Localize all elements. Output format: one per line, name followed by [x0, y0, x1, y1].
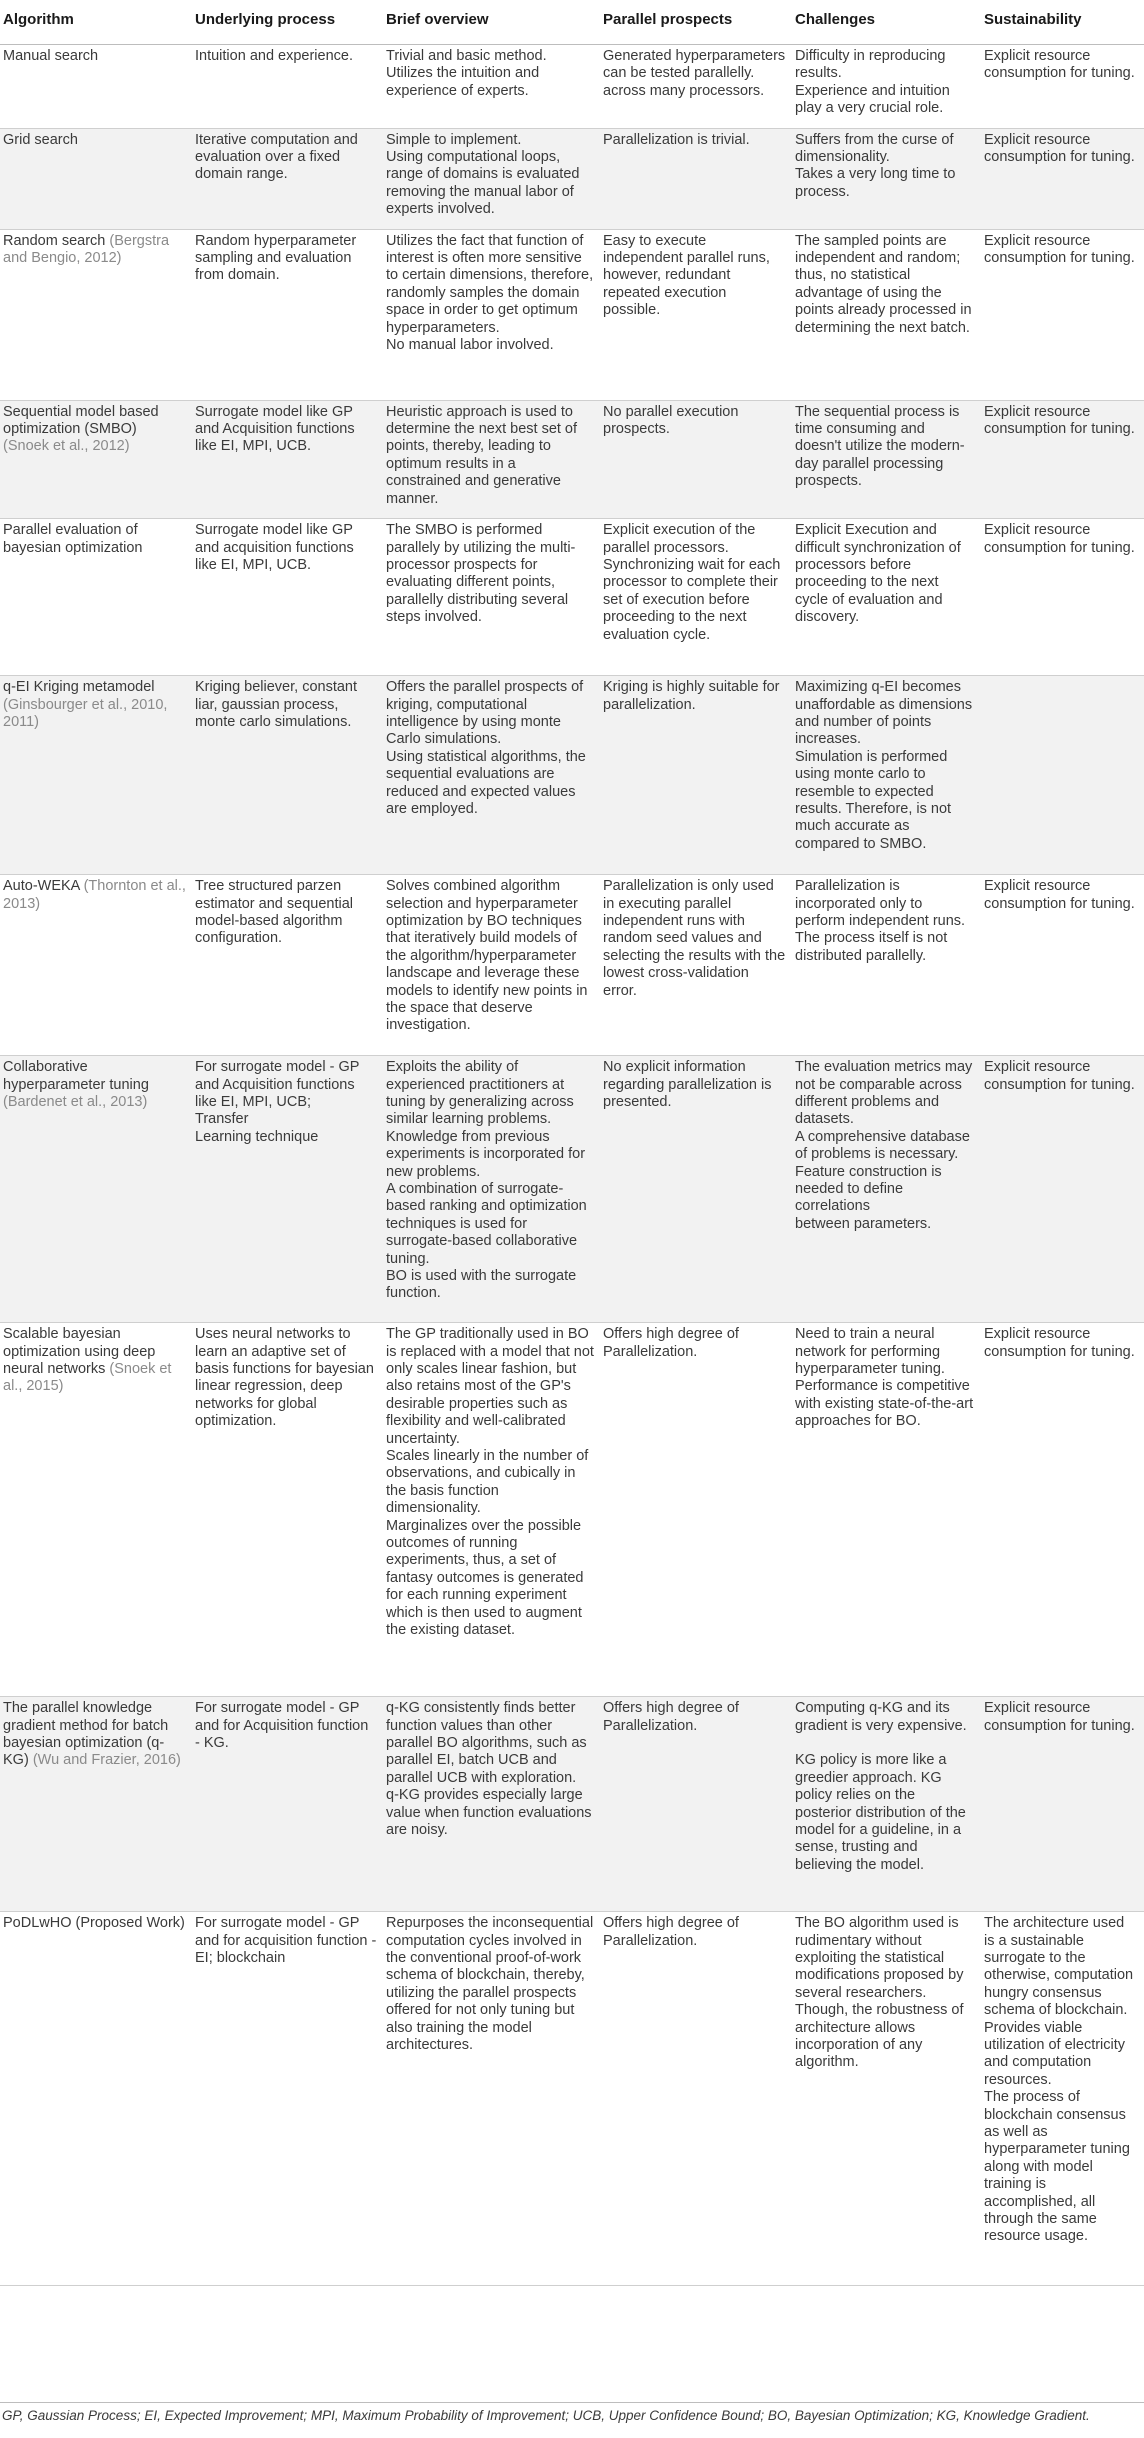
algorithm-name: The parallel knowledge gradient method for batch bayesian optimization (q-KG) — [3, 1700, 169, 1769]
cell-challenges: The evaluation metrics may not be comparable across different problems and datasets. A comprehensive database of problems is necessary. Feature construction is needed to define correlations between parameters. — [792, 1056, 981, 1323]
cell-parallel: Kriging is highly suitable for parallelization. — [600, 676, 792, 875]
cell-sustainability: Explicit resource consumption for tuning. — [981, 1697, 1144, 1912]
cell-challenges: The sampled points are independent and random; thus, no statistical advantage of using the points already processed in determining the next batch. — [792, 229, 981, 400]
citation: (Bardenet et al., 2013) — [3, 1093, 148, 1110]
cell-process: Kriging believer, constant liar, gaussian process, monte carlo simulations. — [192, 676, 383, 875]
table-row — [0, 1056, 1144, 1323]
cell-algorithm — [0, 1056, 192, 1323]
header-brief-overview: Brief overview — [383, 0, 600, 45]
cell-overview: Solves combined algorithm selection and hyperparameter optimization by BO techniques that iteratively build models of the algorithm/hyperparameter landscape and leverage these models to identify new points in the space that deserve investigation. — [383, 875, 600, 1056]
cell-process: For surrogate model - GP and for acquisition function - EI; blockchain — [192, 1912, 383, 2286]
citation: (Thornton et al., 2013) — [3, 878, 186, 912]
cell-algorithm — [0, 676, 192, 875]
table-row — [0, 400, 1144, 518]
table-row — [0, 676, 1144, 875]
table-footnote: GP, Gaussian Process; EI, Expected Improvement; MPI, Maximum Probability of Improvement; UCB, Upper Confidence Bound; BO, Bayesian Optimization; KG, Knowledge Gradient. — [2, 2408, 1090, 2423]
table-row — [0, 875, 1144, 1056]
cell-sustainability: Explicit resource consumption for tuning. — [981, 400, 1144, 518]
cell-sustainability: Explicit resource consumption for tuning. — [981, 229, 1144, 400]
citation: (Bergstra and Bengio, 2012) — [3, 232, 170, 267]
header-algorithm: Algorithm — [0, 0, 192, 45]
cell-parallel: Offers high degree of Parallelization. — [600, 1323, 792, 1697]
cell-process: Tree structured parzen estimator and sequential model-based algorithm configuration. — [192, 875, 383, 1056]
citation: (Wu and Frazier, 2016) — [32, 1752, 181, 1769]
cell-overview: Simple to implement. Using computational loops, range of domains is evaluated removing the manual labor of experts involved. — [383, 128, 600, 229]
cell-algorithm — [0, 229, 192, 400]
cell-sustainability: Explicit resource consumption for tuning. — [981, 45, 1144, 129]
header-parallel-prospects: Parallel prospects — [600, 0, 792, 45]
cell-process: Surrogate model like GP and Acquisition functions like EI, MPI, UCB. — [192, 400, 383, 518]
cell-sustainability: Explicit resource consumption for tuning. — [981, 128, 1144, 229]
cell-sustainability: Explicit resource consumption for tuning. — [981, 875, 1144, 1056]
cell-parallel: Parallelization is trivial. — [600, 128, 792, 229]
cell-process: Intuition and experience. — [192, 45, 383, 129]
cell-overview: Trivial and basic method. Utilizes the intuition and experience of experts. — [383, 45, 600, 129]
cell-overview: The GP traditionally used in BO is replaced with a model that not only scales linear fashion, but also retains most of the GP's desirable properties such as flexibility and well-calibrated uncertainty. Scales linearly in the number of observations, and cubically in the basis function dimensionality. Marginalizes over the possible outcomes of running experiments, thus, a set of fantasy outcomes is generated for each running experiment which is then used to augment the existing dataset. — [383, 1323, 600, 1697]
header-underlying-process: Underlying process — [192, 0, 383, 45]
citation: (Ginsbourger et al., 2010, 2011) — [3, 696, 168, 730]
cell-overview: Utilizes the fact that function of interest is often more sensitive to certain dimensions, therefore, randomly samples the domain space in order to get optimum hyperparameters. No manual labor involved. — [383, 229, 600, 400]
table-row — [0, 1697, 1144, 1912]
cell-algorithm — [0, 1697, 192, 1912]
cell-algorithm — [0, 519, 192, 676]
cell-challenges: Maximizing q-EI becomes unaffordable as dimensions and number of points increases. Simulation is performed using monte carlo to resemble to expected results. Therefore, is not much accurate as compared to SMBO. — [792, 676, 981, 875]
algorithm-name: PoDLwHO (Proposed Work) — [3, 1915, 185, 1932]
cell-algorithm — [0, 45, 192, 129]
table-row — [0, 45, 1144, 129]
cell-overview: Offers the parallel prospects of kriging, computational intelligence by using monte Carlo simulations. Using statistical algorithms, the sequential evaluations are reduced and expected values are employed. — [383, 676, 600, 875]
cell-sustainability: The architecture used is a sustainable surrogate to the otherwise, computation hungry consensus schema of blockchain. Provides viable utilization of electricity and computation resources. The process of blockchain consensus as well as hyperparameter tuning along with model training is accomplished, all through the same resource usage. — [981, 1912, 1144, 2286]
algorithm-name: Random search — [3, 232, 106, 249]
algorithm-name: Parallel evaluation of bayesian optimization — [3, 522, 143, 556]
citation: (Snoek et al., 2015) — [3, 1360, 172, 1395]
cell-process: For surrogate model - GP and Acquisition functions like EI, MPI, UCB; Transfer Learning technique — [192, 1056, 383, 1323]
cell-challenges: The BO algorithm used is rudimentary without exploiting the statistical modifications proposed by several researchers. Though, the robustness of architecture allows incorporation of any algorithm. — [792, 1912, 981, 2286]
cell-parallel: No explicit information regarding parallelization is presented. — [600, 1056, 792, 1323]
header-challenges: Challenges — [792, 0, 981, 45]
cell-challenges: Need to train a neural network for performing hyperparameter tuning. Performance is competitive with existing state-of-the-art approaches for BO. — [792, 1323, 981, 1697]
cell-process: Random hyperparameter sampling and evaluation from domain. — [192, 229, 383, 400]
algorithm-name: Sequential model based optimization (SMBO) — [3, 403, 159, 438]
cell-sustainability: Explicit resource consumption for tuning. — [981, 519, 1144, 676]
cell-parallel: Parallelization is only used in executing parallel independent runs with random seed values and selecting the results with the lowest cross-validation error. — [600, 875, 792, 1056]
cell-overview: Repurposes the inconsequential computation cycles involved in the conventional proof-of-work schema of blockchain, thereby, utilizing the parallel prospects offered for not only tuning but also training the model architectures. — [383, 1912, 600, 2286]
cell-challenges: Explicit Execution and difficult synchronization of processors before proceeding to the next cycle of evaluation and discovery. — [792, 519, 981, 676]
cell-overview: Heuristic approach is used to determine the next best set of points, thereby, leading to optimum results in a constrained and generative manner. — [383, 400, 600, 518]
cell-overview: The SMBO is performed parallely by utilizing the multi-processor prospects for evaluating different points, parallelly distributing several steps involved. — [383, 519, 600, 676]
table-row — [0, 1912, 1144, 2286]
table-row — [0, 519, 1144, 676]
cell-process: For surrogate model - GP and for Acquisition function - KG. — [192, 1697, 383, 1912]
cell-parallel: Offers high degree of Parallelization. — [600, 1912, 792, 2286]
table-row — [0, 1323, 1144, 1697]
algorithm-name: Auto-WEKA — [3, 878, 80, 895]
cell-overview: Exploits the ability of experienced practitioners at tuning by generalizing across similar learning problems. Knowledge from previous experiments is incorporated for new problems. A combination of surrogate-based ranking and optimization techniques is used for surrogate-based collaborative tuning. BO is used with the surrogate function. — [383, 1056, 600, 1323]
cell-process: Uses neural networks to learn an adaptive set of basis functions for bayesian linear regression, deep networks for global optimization. — [192, 1323, 383, 1697]
table-row — [0, 229, 1144, 400]
cell-sustainability — [981, 676, 1144, 875]
header-row — [0, 0, 1144, 45]
cell-algorithm — [0, 875, 192, 1056]
table-row — [0, 128, 1144, 229]
cell-process: Iterative computation and evaluation over a fixed domain range. — [192, 128, 383, 229]
cell-challenges: Computing q-KG and its gradient is very expensive. KG policy is more like a greedier approach. KG policy relies on the posterior distribution of the model for a guideline, in a sense, trusting and believing the model. — [792, 1697, 981, 1912]
cell-challenges: The sequential process is time consuming and doesn't utilize the modern-day parallel processing prospects. — [792, 400, 981, 518]
cell-sustainability: Explicit resource consumption for tuning. — [981, 1056, 1144, 1323]
cell-algorithm — [0, 1912, 192, 2286]
cell-process: Surrogate model like GP and acquisition functions like EI, MPI, UCB. — [192, 519, 383, 676]
algorithm-name: Scalable bayesian optimization using deep neural networks — [3, 1326, 156, 1377]
cell-challenges: Suffers from the curse of dimensionality. Takes a very long time to process. — [792, 128, 981, 229]
footnote-divider — [0, 2402, 1144, 2403]
algorithm-name: Grid search — [3, 131, 78, 148]
algorithm-name: q-EI Kriging metamodel — [3, 679, 155, 696]
citation: (Snoek et al., 2012) — [3, 438, 130, 455]
cell-overview: q-KG consistently finds better function values than other parallel BO algorithms, such as parallel EI, batch UCB and parallel UCB with exploration. q-KG provides especially large value when function evaluations are noisy. — [383, 1697, 600, 1912]
cell-challenges: Parallelization is incorporated only to perform independent runs. The process itself is not distributed parallelly. — [792, 875, 981, 1056]
cell-sustainability: Explicit resource consumption for tuning. — [981, 1323, 1144, 1697]
cell-parallel: Easy to execute independent parallel runs, however, redundant repeated execution possible. — [600, 229, 792, 400]
cell-parallel: Offers high degree of Parallelization. — [600, 1697, 792, 1912]
cell-algorithm — [0, 128, 192, 229]
cell-parallel: No parallel execution prospects. — [600, 400, 792, 518]
cell-algorithm — [0, 400, 192, 518]
cell-challenges: Difficulty in reproducing results. Experience and intuition play a very crucial role. — [792, 45, 981, 129]
algorithm-name: Collaborative hyperparameter tuning — [3, 1059, 149, 1093]
algorithm-name: Manual search — [3, 48, 99, 64]
cell-algorithm — [0, 1323, 192, 1697]
cell-parallel: Generated hyperparameters can be tested parallelly. across many processors. — [600, 45, 792, 129]
header-sustainability: Sustainability — [981, 0, 1144, 45]
cell-parallel: Explicit execution of the parallel processors. Synchronizing wait for each processor to complete their set of execution before proceeding to the next evaluation cycle. — [600, 519, 792, 676]
